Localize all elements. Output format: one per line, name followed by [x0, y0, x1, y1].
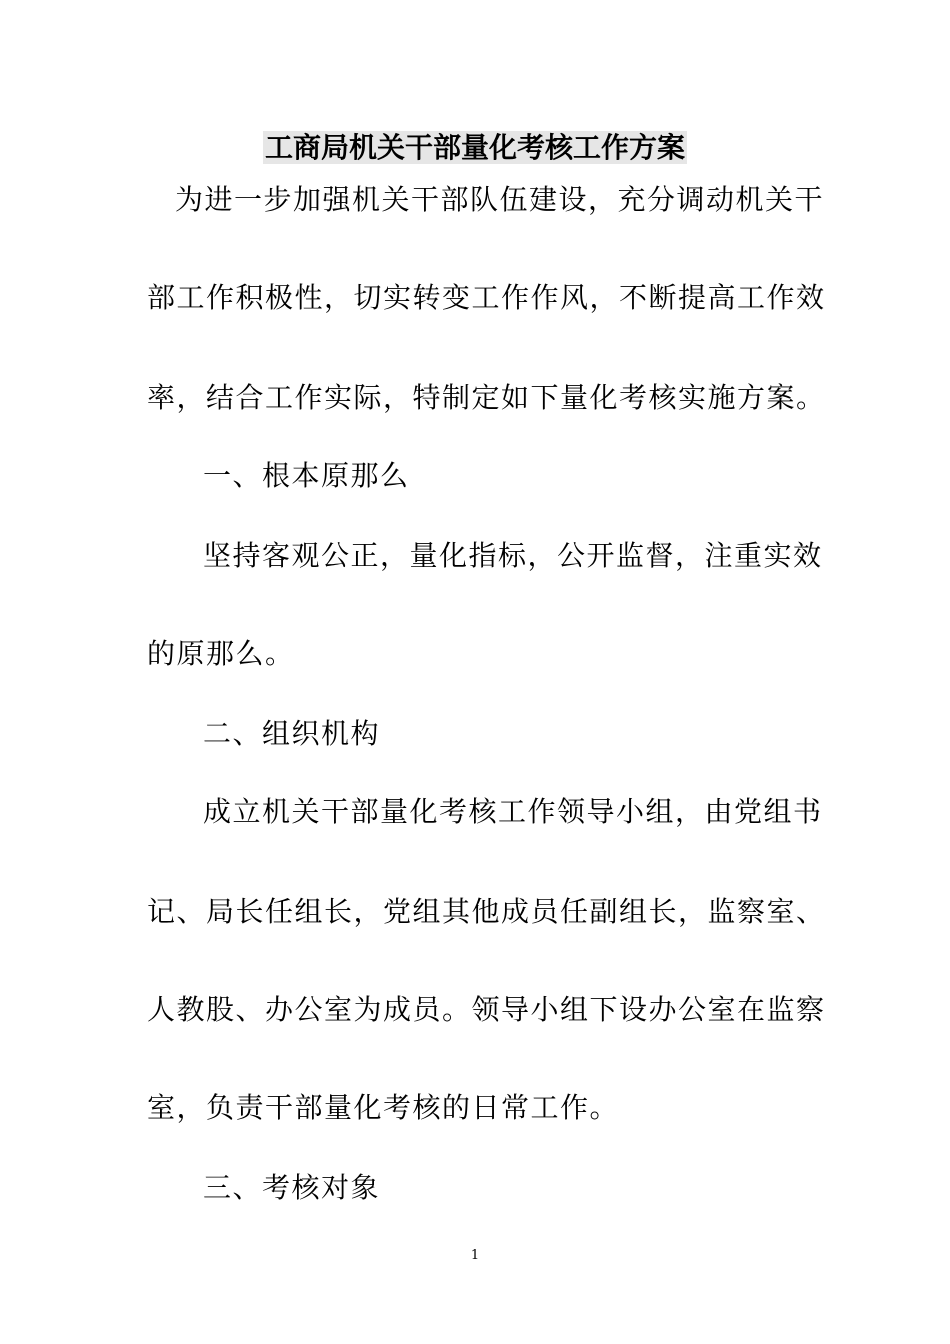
- paragraph-line: 人教股、办公室为成员。领导小组下设办公室在监察: [147, 993, 826, 1026]
- document-title-text: 工商局机关干部量化考核工作方案: [264, 131, 685, 164]
- paragraph-line: 成立机关干部量化考核工作领导小组，由党组书: [203, 795, 823, 828]
- page-number: 1: [470, 1248, 480, 1263]
- paragraph-line: 的原那么。: [147, 637, 295, 670]
- paragraph-line: 记、局长任组长，党组其他成员任副组长，监察室、: [147, 895, 826, 928]
- section-heading: 三、考核对象: [203, 1171, 381, 1204]
- section-heading: 二、组织机构: [203, 717, 381, 750]
- section-heading: 一、根本原那么: [203, 459, 410, 492]
- paragraph-line: 坚持客观公正，量化指标，公开监督，注重实效: [203, 539, 823, 572]
- paragraph-line: 率，结合工作实际，特制定如下量化考核实施方案。: [147, 381, 826, 414]
- paragraph-line: 部工作积极性，切实转变工作作风，不断提高工作效: [147, 281, 826, 314]
- paragraph-line: 为进一步加强机关干部队伍建设，充分调动机关干: [175, 183, 825, 216]
- paragraph-line: 室，负责干部量化考核的日常工作。: [147, 1091, 620, 1124]
- document-title: [0, 128, 950, 168]
